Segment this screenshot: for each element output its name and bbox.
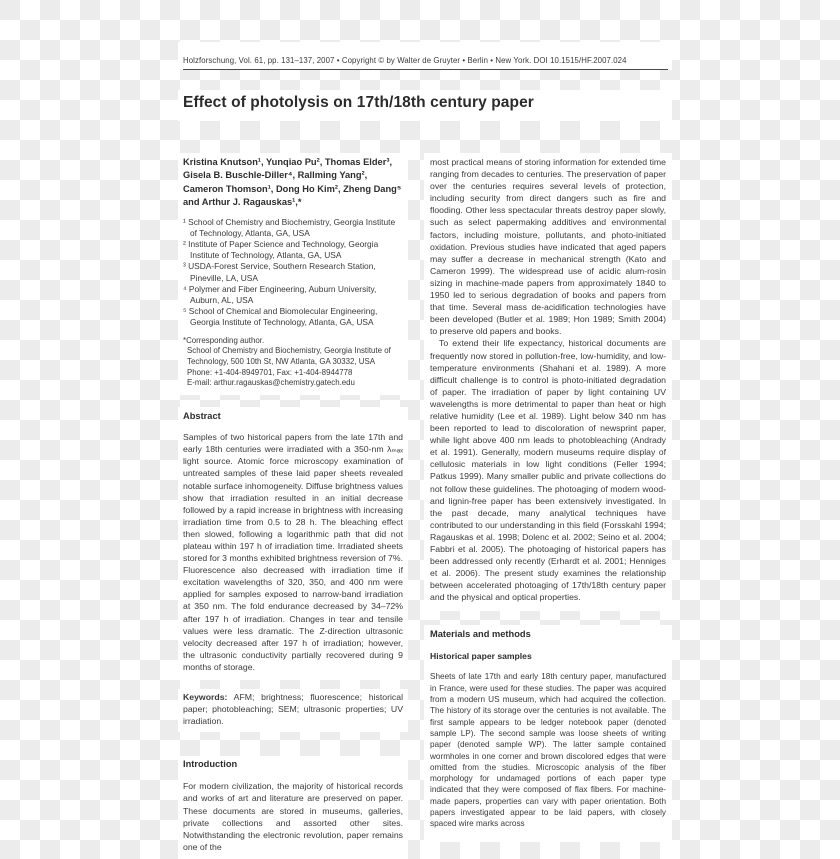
affiliation-item: ² Institute of Paper Science and Technology, Georgia Institute of Technology, Atlanta, GA, USA <box>183 239 379 261</box>
keywords-label: Keywords: <box>183 692 228 703</box>
abstract-section <box>178 407 408 680</box>
keywords-line <box>183 691 403 727</box>
body-paragraph: To extend their life expectancy, historical documents are frequently now stored in pollution-free, low-humidity, and low-temperature environments (Shahani et al. 1989). A more difficult challenge is to control is photo-initiated degradation of paper. The irradiation of paper by light containing UV wavelengths is more detrimental to paper than heat or high relative humidity (Lee et al. 1989). Light below 340 nm has been reported to lead to discoloration of newsprint paper, while light above 400 nm leads to photobleaching (Andrady et al. 1991). Generally, modern museums require display of cellulosic materials in low light conditions (Feller 1994; Patkus 1999). Many smaller public and private collections do not follow these guidelines. The photoaging of modern wood- and lignin-free paper has been extensively investigated. In the past decade, many analytical techniques have contributed to our understanding in this field (Forsskahl 1994; Ragauskas et al. 1998; Dolenc et al. 2002; Seino et al. 2004; Fabbri et al. 2005). The photoaging of historical papers has been addressed only recently (Erhardt et al. 2001; Henniges et al. 2006). The present study examines the relationship between accelerated photoaging of 17th/18th century paper and the physical and optical properties. <box>430 338 666 603</box>
introduction-paragraph: For modern civilization, the majority of historical records and works of art and literature are preserved on paper. These documents are stored in museums, galleries, private collections and assorted other sites. Notwithstanding the electronic revolution, paper remains one of the <box>183 781 403 852</box>
two-column-layout <box>178 153 672 859</box>
corresponding-author-note: *Corresponding author. <box>183 335 265 345</box>
author-affiliation-block <box>178 153 408 395</box>
paper-page <box>178 42 672 859</box>
journal-header <box>178 42 672 70</box>
affiliation-item: ⁵ School of Chemical and Biomolecular Engineering, Georgia Institute of Technology, Atlanta, GA, USA <box>183 306 378 328</box>
abstract-heading: Abstract <box>183 411 221 422</box>
keywords-section <box>178 689 408 732</box>
corresponding-author-block <box>183 336 404 390</box>
introduction-section <box>178 756 408 859</box>
affiliation-item: ¹ School of Chemistry and Biochemistry, Georgia Institute of Technology, Atlanta, GA, USA <box>183 216 396 238</box>
journal-header-line: Holzforschung, Vol. 61, pp. 131–137, 2007 • Copyright © by Walter de Gruyter • Berlin • New York. DOI 10.1515/HF.2007.024 <box>183 56 668 70</box>
affiliations-list <box>183 217 404 329</box>
left-column <box>178 153 408 859</box>
corresponding-author-email: E-mail: arthur.ragauskas@chemistry.gatech.edu <box>187 378 355 388</box>
keywords-text: AFM; brightness; fluorescence; historical paper; photobleaching; SEM; ultrasonic properties; UV irradiation. <box>183 692 403 727</box>
methods-paragraph: Sheets of late 17th and early 18th century paper, manufactured in France, were used for these studies. The paper was acquired from a modern US museum, which had acquired the collection. The history of its storage over the centuries is not available. The first sample appears to be ledger notebook paper (denoted sample LP). The second sample was loose sheets of writing paper (denoted sample WP). The latter sample contained wormholes in one corner and brown discolored edges that were omitted from the studies. Microscopic analysis of the fiber morphology for undamaged portions of each paper type indicated that they were composed of flax fibers. For machine-made papers, properties can vary with paper orientation. Both papers investigated appear to be laid papers, with closely spaced wire marks across <box>430 672 666 829</box>
historical-paper-samples-heading: Historical paper samples <box>430 651 532 662</box>
materials-methods-section <box>424 625 672 841</box>
corresponding-author-address: School of Chemistry and Biochemistry, Georgia Institute of Technology, 500 10th St, NW Atlanta, GA 30332, USA <box>187 346 391 367</box>
body-paragraph: most practical means of storing information for extended time ranging from decades to centuries. The preservation of paper over the centuries requires several levels of protection, including security from direct dangers such as fire and flooding. Other less spectacular threats destroy paper slowly, such as select papermaking additives and environmental factors, including moisture, pollutants, and photo-initiated oxidation. Previous studies have indicated that aged papers may suffer a decrease in mechanical strength (Kato and Cameron 1999). The widespread use of acidic alum-rosin sizing in machine-made papers from approximately 1840 to 1950 led to serious degradation of books and papers from that time. Several mass de-acidification technologies have been developed (Butler et al. 1989; Hon 1989; Smith 2004) to preserve old papers and books. <box>430 157 666 337</box>
corresponding-author-phone: Phone: +1-404-8949701, Fax: +1-404-8944778 <box>187 367 353 377</box>
affiliation-item: ³ USDA-Forest Service, Southern Research Station, Pineville, LA, USA <box>183 261 376 283</box>
abstract-text: Samples of two historical papers from the late 17th and early 18th centuries were irradiated with a 350-nm λₘₐₓ light source. Atomic force microscopy examination of untreated samples of these laid paper sheets revealed notable surface inhomogeneity. Diffuse brightness values show that irradiation resulted in an initial decrease followed by a rapid increase in brightness with increasing irradiation time from 0.5 to 28 h. The bleaching effect then slowed, following a logarithmic path that did not plateau within 197 h of irradiation time. Irradiated sheets stored for 3 months exhibited brightness reversion of 7%. Fluorescence also decreased with irradiation time if excitation wavelengths of 320, 350, and 400 nm were applied for samples exposed to narrow-band irradiation at 350 nm. The fold endurance decreased by 34–72% after 197 h of irradiation. Changes in tear and tensile values were less dramatic. The Z-direction ultrasonic velocity decreased after 197 h of irradiation; however, the ultrasonic conductivity partially recovered during 9 months of storage. <box>183 432 403 672</box>
introduction-heading: Introduction <box>183 759 238 770</box>
affiliation-item: ⁴ Polymer and Fiber Engineering, Auburn University, Auburn, AL, USA <box>183 283 377 306</box>
materials-methods-heading: Materials and methods <box>430 629 531 640</box>
authors-line: Kristina Knutson¹, Yunqiao Pu², Thomas Elder³, Gisela B. Buschle-Diller⁴, Rallming Yang², Cameron Thomson¹, Dong Ho Kim², Zheng Dang⁵ and Arthur J. Ragauskas¹,* <box>183 157 402 208</box>
introduction-continued <box>424 153 672 611</box>
page-title: Effect of photolysis on 17th/18th century paper <box>178 90 672 121</box>
right-column <box>424 153 672 842</box>
